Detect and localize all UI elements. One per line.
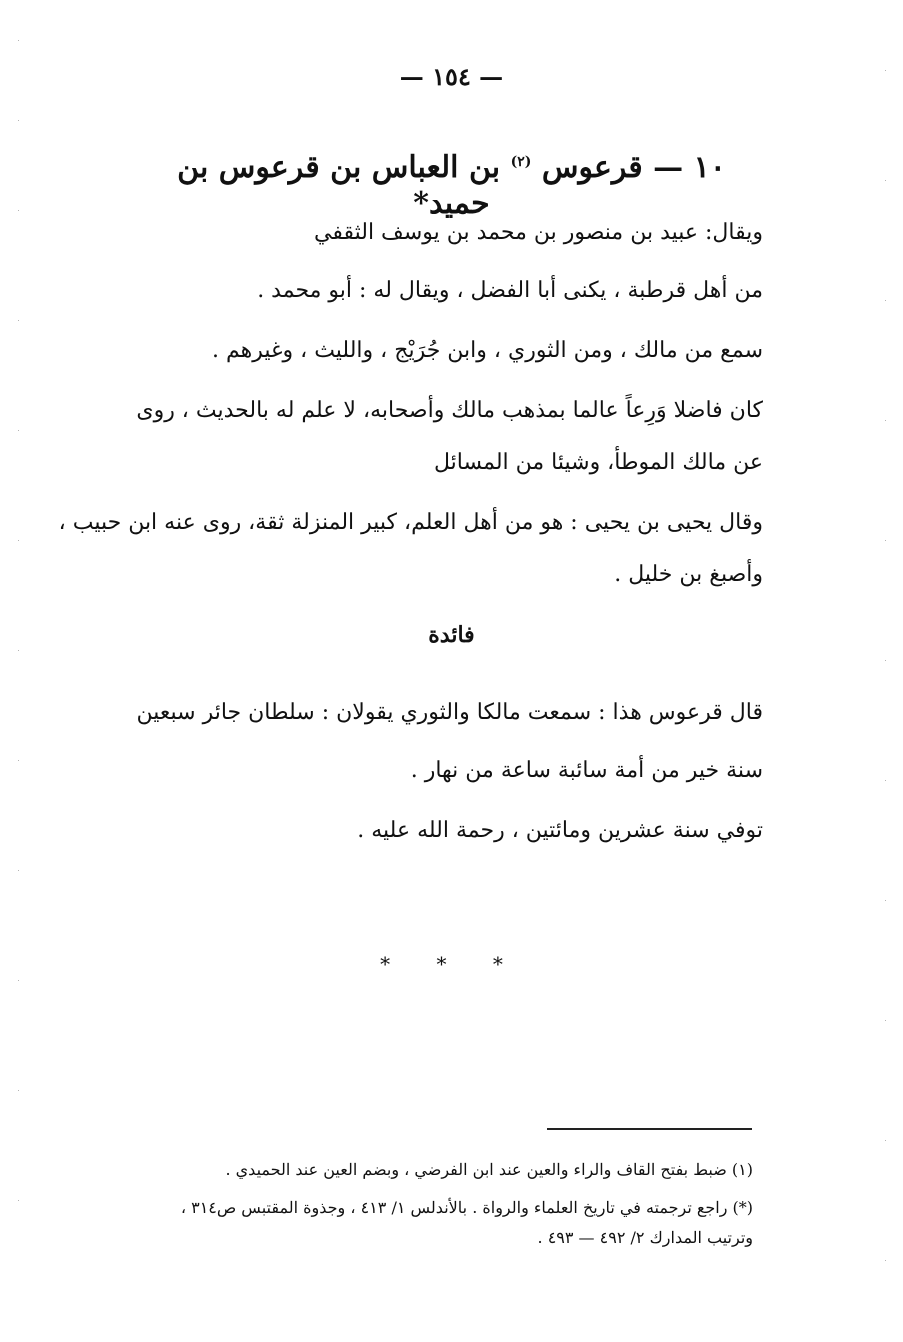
- body-line: وقال يحيى بن يحيى : هو من أهل العلم، كبير المنزلة ثقة، روى عنه ابن حبيب ،: [58, 510, 763, 535]
- body-line: كان فاضلا وَرِعاً عالما بمذهب مالك وأصحابه، لا علم له بالحديث ، روى: [136, 398, 763, 423]
- section-title: فائدة: [428, 622, 475, 648]
- footnote-line: (١) ضبط بفتح القاف والراء والعين عند ابن الفرضي ، وبضم العين عند الحميدي .: [225, 1160, 753, 1179]
- title-suffix: بن العباس بن قرعوس بن حميد*: [177, 150, 501, 221]
- section-line: قال قرعوس هذا : سمعت مالكا والثوري يقولان : سلطان جائر سبعين: [136, 700, 763, 725]
- body-line: سمع من مالك ، ومن الثوري ، وابن جُرَيْج ، والليث ، وغيرهم .: [211, 338, 763, 363]
- body-line: من أهل قرطبة ، يكنى أبا الفضل ، ويقال له : أبو محمد .: [257, 278, 763, 303]
- footnote-divider: [547, 1128, 752, 1130]
- section-line: توفي سنة عشرين ومائتين ، رحمة الله عليه .: [357, 818, 763, 843]
- body-line: ويقال: عبيد بن منصور بن محمد بن يوسف الثقفي: [314, 220, 763, 245]
- section-line: سنة خير من أمة سائبة ساعة من نهار .: [410, 758, 763, 783]
- title-footnote-ref: (٢): [510, 154, 532, 170]
- entry-title: [150, 150, 753, 222]
- body-line: عن مالك الموطأ، وشيئا من المسائل: [433, 450, 763, 475]
- footnote-line: وترتيب المدارك ٢/ ٤٩٢ — ٤٩٣ .: [537, 1228, 753, 1247]
- title-prefix: ١٠ — قرعوس: [541, 150, 726, 185]
- footnote-line: (*) راجع ترجمته في تاريخ العلماء والرواة . بالأندلس ١/ ٤١٣ ، وجذوة المقتبس ص٣١٤ ،: [180, 1198, 753, 1217]
- page-number: — ١٥٤ —: [399, 62, 504, 91]
- body-line: وأصبغ بن خليل .: [614, 562, 763, 587]
- section-separator: * * *: [380, 952, 523, 976]
